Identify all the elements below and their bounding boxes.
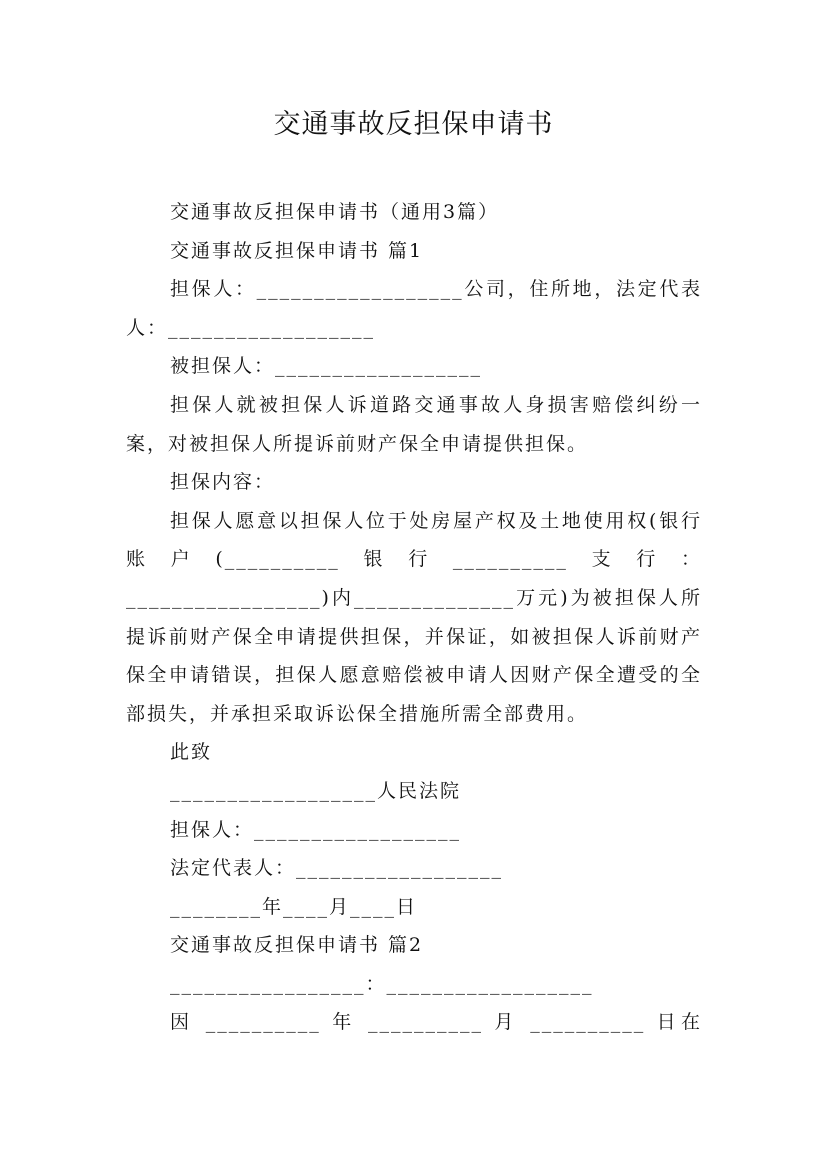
signature-guarantor-line: 担保人：__________________ (170, 818, 462, 841)
salutation-line: 此致 (170, 741, 213, 764)
section-heading-2: 交通事故反担保申请书 篇2 (170, 934, 424, 957)
signature-legal-rep-line: 法定代表人：__________________ (170, 857, 504, 880)
guarantor-line: 担保人：__________________公司，住所地，法定代表人：__________________ (126, 278, 702, 339)
case-statement-paragraph: 担保人就被担保人诉道路交通事故人身损害赔偿纠纷一案，对被担保人所提诉前财产保全申请提供担保。 (126, 393, 702, 455)
subtitle-line: 交通事故反担保申请书（通用3篇） (170, 201, 500, 223)
guaranteed-party-line: 被担保人：__________________ (170, 355, 483, 378)
court-line: __________________人民法院 (170, 779, 462, 802)
incident-date-line: 因 __________ 年 __________ 月 __________ 日在 (170, 1011, 702, 1034)
addressee-line: _________________：__________________ (170, 972, 594, 995)
section-heading-1: 交通事故反担保申请书 篇1 (170, 239, 424, 262)
guarantee-content-paragraph: 担保人愿意以担保人位于处房屋产权及土地使用权(银行账户(__________银行__________支行：_________________)内______________万元)为被担保人所提诉前财产保全申请提供担保，并保证，如被担保人诉前财产保全申请错误，担保人愿意赔偿被申请人因财产保全遭受的全部损失，并承担采取诉讼保全措施所需全部费用。 (126, 509, 702, 725)
date-line: ________年____月____日 (170, 895, 418, 918)
document-title: 交通事故反担保申请书 (273, 109, 554, 140)
guarantee-content-label: 担保内容： (170, 471, 276, 494)
document-body (126, 193, 702, 1042)
